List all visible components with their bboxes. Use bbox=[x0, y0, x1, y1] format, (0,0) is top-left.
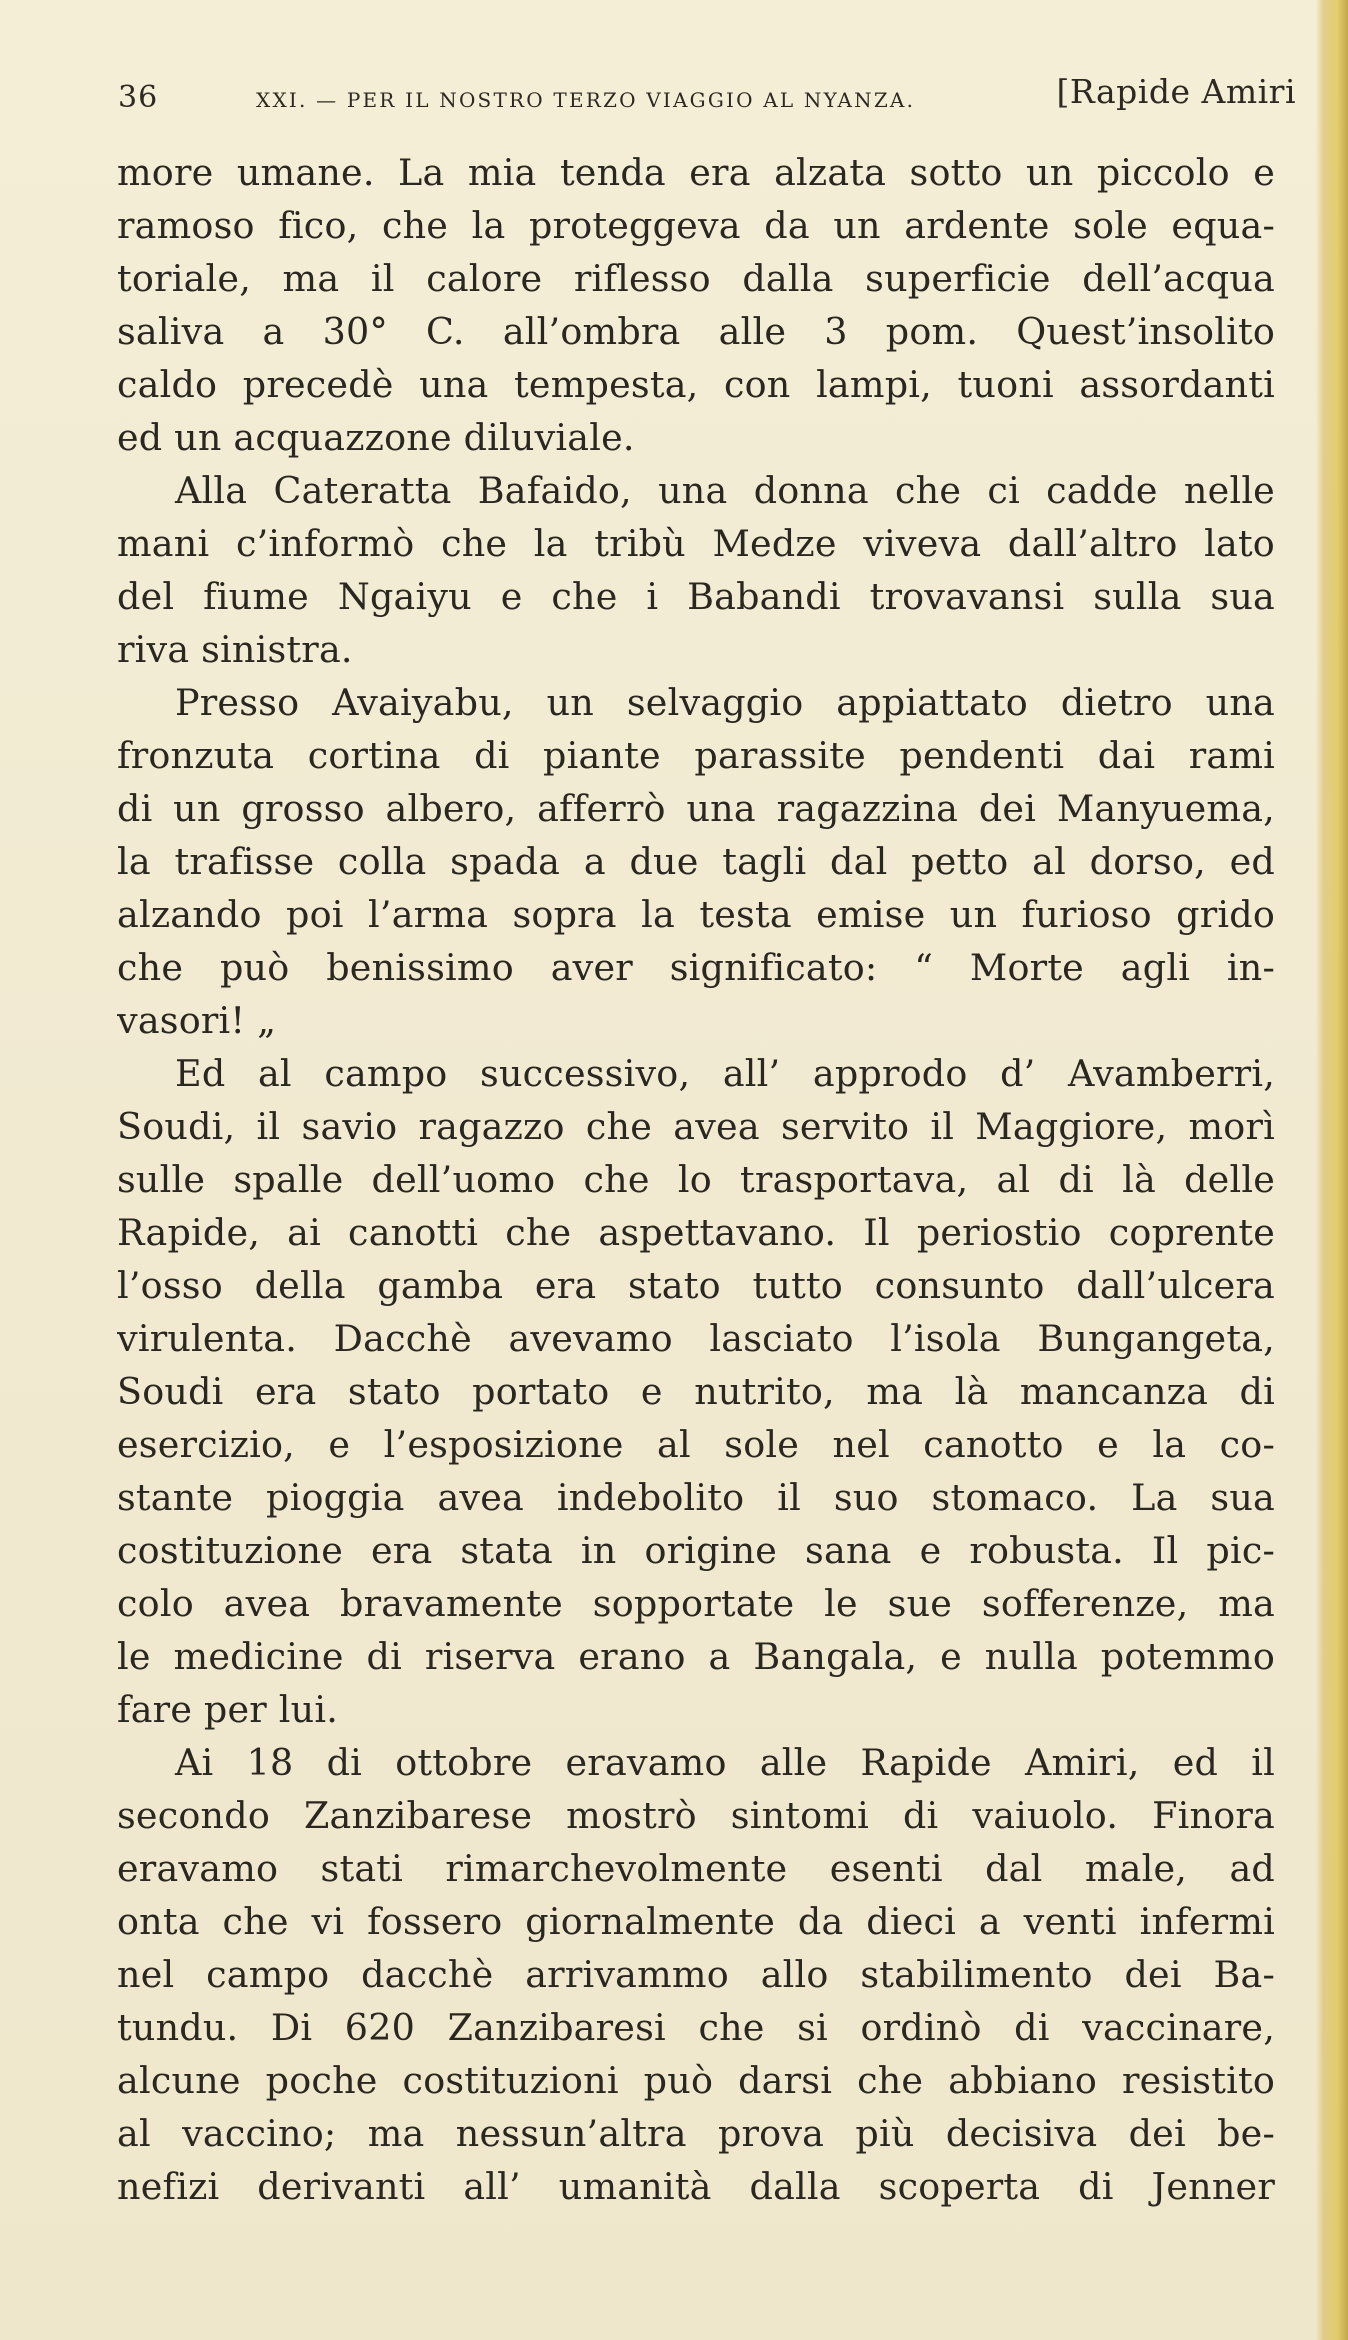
text-line: mani c’informò che la tribù Medze viveva dall’altro lato bbox=[117, 522, 1275, 565]
text-line: ramoso fico, che la proteggeva da un ardente sole equa- bbox=[117, 204, 1275, 247]
text-line: fronzuta cortina di piante parassite pendenti dai rami bbox=[117, 734, 1275, 777]
text-line: Soudi era stato portato e nutrito, ma là mancanza di bbox=[117, 1370, 1275, 1413]
text-line: Presso Avaiyabu, un selvaggio appiattato dietro una bbox=[175, 681, 1275, 724]
text-line: al vaccino; ma nessun’altra prova più decisiva dei be- bbox=[117, 2112, 1275, 2155]
text-line: ed un acquazzone diluviale. bbox=[117, 416, 635, 459]
text-line: Rapide, ai canotti che aspettavano. Il periostio coprente bbox=[117, 1211, 1275, 1254]
text-line: more umane. La mia tenda era alzata sotto un piccolo e bbox=[117, 151, 1275, 194]
text-line: toriale, ma il calore riflesso dalla superficie dell’acqua bbox=[117, 257, 1275, 300]
text-line: Soudi, il savio ragazzo che avea servito il Maggiore, morì bbox=[117, 1105, 1275, 1148]
text-line: eravamo stati rimarchevolmente esenti dal male, ad bbox=[117, 1847, 1275, 1890]
text-line: tundu. Di 620 Zanzibaresi che si ordinò di vaccinare, bbox=[117, 2006, 1275, 2049]
text-line: fare per lui. bbox=[117, 1688, 338, 1731]
text-line: caldo precedè una tempesta, con lampi, tuoni assordanti bbox=[117, 363, 1275, 406]
text-line: Ed al campo successivo, all’ approdo d’ Avamberri, bbox=[175, 1052, 1275, 1095]
text-line: la trafisse colla spada a due tagli dal petto al dorso, ed bbox=[117, 840, 1275, 883]
text-line: che può benissimo aver significato: “ Morte agli in- bbox=[117, 946, 1275, 989]
chapter-title: XXI. — PER IL NOSTRO TERZO VIAGGIO AL NYANZA. bbox=[256, 88, 916, 112]
text-line: del fiume Ngaiyu e che i Babandi trovavansi sulla sua bbox=[117, 575, 1275, 618]
section-heading: [Rapide Amiri bbox=[1056, 72, 1296, 111]
text-line: sulle spalle dell’uomo che lo trasportava, al di là delle bbox=[117, 1158, 1275, 1201]
text-line: esercizio, e l’esposizione al sole nel canotto e la co- bbox=[117, 1423, 1275, 1466]
text-line: Ai 18 di ottobre eravamo alle Rapide Amiri, ed il bbox=[175, 1741, 1275, 1784]
text-line: stante pioggia avea indebolito il suo stomaco. La sua bbox=[117, 1476, 1275, 1519]
text-line: Alla Cateratta Bafaido, una donna che ci cadde nelle bbox=[175, 469, 1275, 512]
text-line: virulenta. Dacchè avevamo lasciato l’isola Bungangeta, bbox=[117, 1317, 1275, 1360]
text-line: secondo Zanzibarese mostrò sintomi di vaiuolo. Finora bbox=[117, 1794, 1275, 1837]
text-line: costituzione era stata in origine sana e robusta. Il pic- bbox=[117, 1529, 1275, 1572]
text-line: di un grosso albero, afferrò una ragazzina dei Manyuema, bbox=[117, 787, 1275, 830]
text-line: colo avea bravamente sopportate le sue sofferenze, ma bbox=[117, 1582, 1275, 1625]
body-text bbox=[117, 146, 1275, 2213]
page-number: 36 bbox=[118, 80, 159, 115]
text-line: vasori! „ bbox=[117, 999, 277, 1042]
text-line: l’osso della gamba era stato tutto consunto dall’ulcera bbox=[117, 1264, 1275, 1307]
text-line: saliva a 30° C. all’ombra alle 3 pom. Quest’insolito bbox=[117, 310, 1275, 353]
text-line: riva sinistra. bbox=[117, 628, 353, 671]
text-line: le medicine di riserva erano a Bangala, e nulla potemmo bbox=[117, 1635, 1275, 1678]
running-header bbox=[118, 72, 1296, 122]
text-line: alcune poche costituzioni può darsi che abbiano resistito bbox=[117, 2059, 1275, 2102]
text-line: nel campo dacchè arrivammo allo stabilimento dei Ba- bbox=[117, 1953, 1275, 1996]
text-line: nefizi derivanti all’ umanità dalla scoperta di Jenner bbox=[117, 2165, 1275, 2208]
text-line: alzando poi l’arma sopra la testa emise un furioso grido bbox=[117, 893, 1275, 936]
text-line: onta che vi fossero giornalmente da dieci a venti infermi bbox=[117, 1900, 1275, 1943]
